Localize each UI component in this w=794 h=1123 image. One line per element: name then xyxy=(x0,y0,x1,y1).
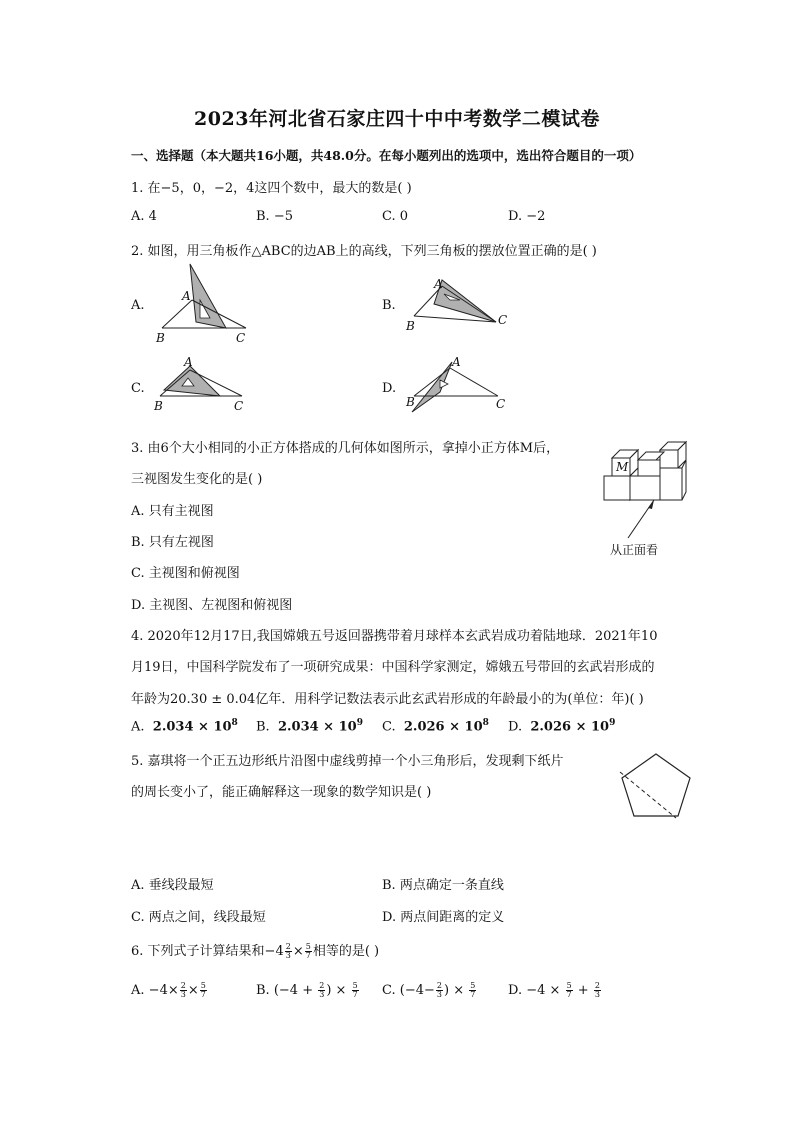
q5-option-c[interactable]: C. 两点之间，线段最短 xyxy=(131,910,266,925)
vertex-label-a: A xyxy=(452,355,461,369)
vertex-label-a: A xyxy=(184,355,193,369)
q4-option-a[interactable]: A. $2.034 \times 10^8$ xyxy=(131,718,238,735)
q3-option-b[interactable]: B. 只有左视图 xyxy=(131,535,214,550)
q4-option-b[interactable]: B. $2.034 \times 10^9$ xyxy=(256,718,363,735)
vertex-label-c: C xyxy=(498,313,508,327)
pentagon-shape xyxy=(622,754,690,816)
q1-option-c[interactable]: C. 0 xyxy=(382,209,409,224)
section-header: 一、选择题（本大题共16小题，共48.0分。在每小题列出的选项中，选出符合题目的一项） xyxy=(131,148,642,163)
q2-option-d[interactable]: D. xyxy=(382,381,397,396)
q1-option-d[interactable]: D. −2 xyxy=(508,209,546,224)
q4-option-d[interactable]: D. $2.026 \times 10^9$ xyxy=(508,718,616,735)
question-5-line1: 5. 嘉琪将一个正五边形纸片沿图中虚线剪掉一个小三角形后，发现剩下纸片 xyxy=(131,754,564,769)
q2-option-a[interactable]: A. xyxy=(131,298,145,313)
q4-option-c[interactable]: C. $2.026 \times 10^8$ xyxy=(382,718,489,735)
vertex-label-c: C xyxy=(236,331,246,345)
pentagon-figure xyxy=(616,748,696,820)
q6-option-c[interactable]: C. (−4− $\frac{2}{3}$ ) × $\frac{5}{7}$ xyxy=(382,981,476,999)
view-direction-caption: 从正面看 xyxy=(610,543,659,557)
q3-option-c[interactable]: C. 主视图和俯视图 xyxy=(131,566,240,581)
vertex-label-b: B xyxy=(406,319,415,333)
vertex-label-b: B xyxy=(406,395,415,409)
q5-option-a[interactable]: A. 垂线段最短 xyxy=(131,878,214,893)
vertex-label-b: B xyxy=(156,331,165,345)
question-4-line2: 月19日，中国科学院发布了一项研究成果：中国科学家测定，嫦娥五号带回的玄武岩形成的 xyxy=(131,660,655,675)
vertex-label-c: C xyxy=(234,399,244,413)
q3-option-d[interactable]: D. 主视图、左视图和俯视图 xyxy=(131,598,293,613)
q5-option-d[interactable]: D. 两点间距离的定义 xyxy=(382,910,505,925)
q1-option-a[interactable]: A. 4 xyxy=(131,209,157,224)
q3-cube-figure xyxy=(600,438,700,560)
q2-option-c[interactable]: C. xyxy=(131,381,145,396)
q6-option-d[interactable]: D. −4 × $\frac{5}{7}$ + $\frac{2}{3}$ xyxy=(508,981,600,999)
vertex-label-a: A xyxy=(434,277,443,291)
question-5-line2: 的周长变小了，能正确解释这一现象的数学知识是( ) xyxy=(131,785,432,800)
page-title: 2023年河北省石家庄四十中中考数学二模试卷 xyxy=(194,108,600,130)
q1-option-b[interactable]: B. −5 xyxy=(256,209,293,224)
question-2-stem: 2. 如图，用三角板作△ABC的边AB上的高线，下列三角板的摆放位置正确的是( ) xyxy=(131,244,597,259)
vertex-label-a: A xyxy=(182,289,191,303)
q3-option-a[interactable]: A. 只有主视图 xyxy=(131,504,214,519)
q6-option-a[interactable]: A. −4× $\frac{2}{3}$ × $\frac{5}{7}$ xyxy=(131,981,206,999)
question-4-line3: 年龄为20.30 ± 0.04亿年．用科学记数法表示此玄武岩形成的年龄最小的为(单位：年)( ) xyxy=(131,692,644,707)
vertex-label-b: B xyxy=(154,399,163,413)
question-4-line1: 4. 2020年12月17日,我国嫦娥五号返回器携带着月球样本玄武岩成功着陆地球．2021年10 xyxy=(131,629,658,644)
question-3-stem-line1: 3. 由6个大小相同的小正方体搭成的几何体如图所示，拿掉小正方体M后， xyxy=(131,441,560,456)
q2-figure-d xyxy=(400,352,520,416)
question-3-stem-line2: 三视图发生变化的是( ) xyxy=(131,472,263,487)
cube-m-label: M xyxy=(616,460,629,474)
vertex-label-c: C xyxy=(496,397,506,411)
q2-option-b[interactable]: B. xyxy=(382,298,396,313)
question-1-stem: 1. 在−5，0，−2，4这四个数中，最大的数是( ) xyxy=(131,181,412,196)
q2-figure-b xyxy=(400,270,520,336)
q2-figure-a xyxy=(148,260,258,346)
q6-option-b[interactable]: B. (−4 + $\frac{2}{3}$ ) × $\frac{5}{7}$ xyxy=(256,981,358,999)
q5-option-b[interactable]: B. 两点确定一条直线 xyxy=(382,878,504,893)
q2-figure-c xyxy=(148,352,258,416)
question-6-stem: 6. 下列式子计算结果和−4 $\frac{2}{3}$ × $\frac{5}{7}$ 相等的是( ) xyxy=(131,942,380,960)
